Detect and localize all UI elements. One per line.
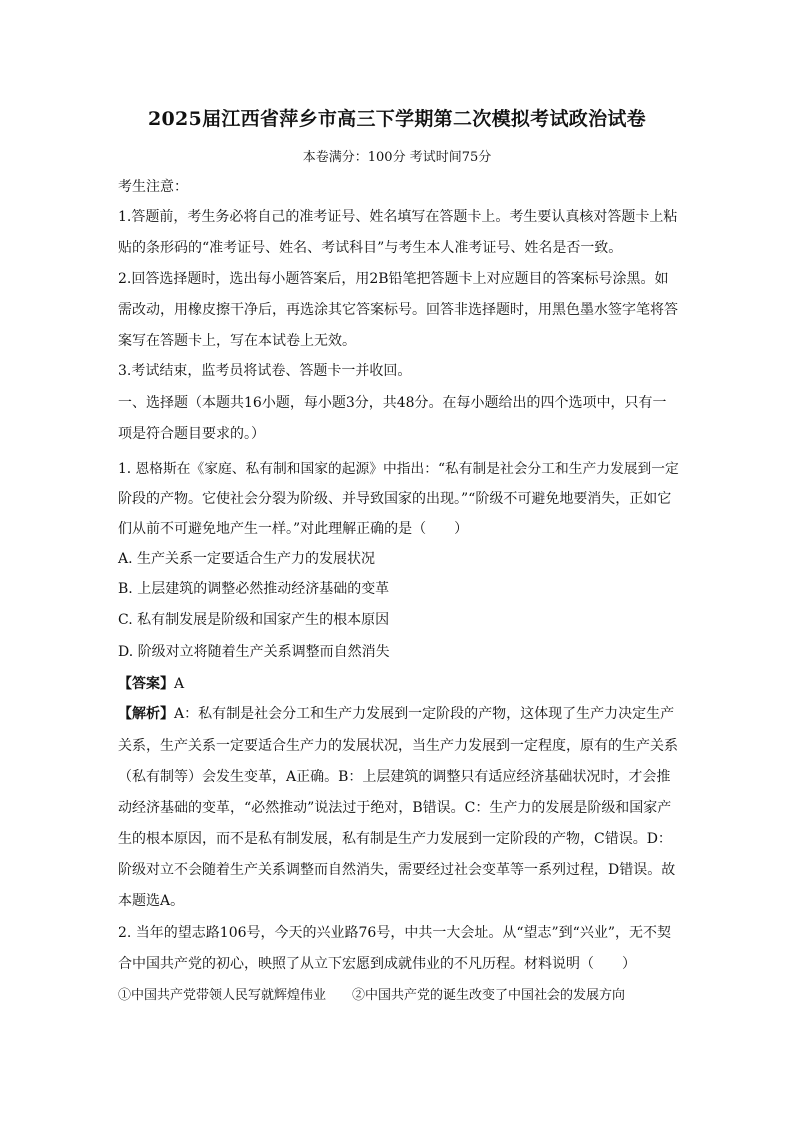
analysis-label: 【解析】 bbox=[118, 706, 174, 722]
answer-label: 【答案】 bbox=[118, 676, 174, 692]
answer-value: A bbox=[174, 676, 185, 692]
analysis-line: 动经济基础的变革，“必然推动”说法过于绝对，B错误。C：生产力的发展是阶级和国家产 bbox=[118, 800, 672, 816]
page-title: 2025届江西省萍乡市高三下学期第二次模拟考试政治试卷 bbox=[148, 108, 646, 130]
analysis-line: 生的根本原因，而不是私有制发展，私有制是生产力发展到一定阶段的产物，C错误。D： bbox=[118, 831, 672, 847]
page-subtitle: 本卷满分：100分 考试时间75分 bbox=[302, 150, 492, 165]
question-2-stem: 2. 当年的望志路106号，今天的兴业路76号，中共一大会址。从“望志”到“兴业”，无不契 bbox=[118, 925, 671, 941]
section-heading: 项是符合题目要求的。） bbox=[118, 426, 265, 442]
question-1-stem: 阶段的产物。它使社会分裂为阶级、并导致国家的出现。”“阶级不可避免地要消失，正如它 bbox=[118, 491, 672, 507]
question-1-stem: 1. 恩格斯在《家庭、私有制和国家的起源》中指出：“私有制是社会分工和生产力发展到一定 bbox=[118, 461, 679, 477]
notice-line: 贴的条形码的“准考证号、姓名、考试科目”与考生本人准考证号、姓名是否一致。 bbox=[118, 240, 623, 256]
notice-line: 案写在答题卡上，写在本试卷上无效。 bbox=[118, 333, 356, 349]
question-2-choices: ①中国共产党带领人民写就辉煌伟业 ②中国共产党的诞生改变了中国社会的发展方向 bbox=[118, 988, 626, 1003]
notice-line: 2.回答选择题时，选出每小题答案后，用2B铅笔把答题卡上对应题目的答案标号涂黑。如 bbox=[118, 271, 669, 287]
analysis-line: 关系，生产关系一定要适合生产力的发展状况，当生产力发展到一定程度，原有的生产关系 bbox=[118, 738, 678, 754]
analysis-line: A：私有制是社会分工和生产力发展到一定阶段的产物，这体现了生产力决定生产 bbox=[174, 706, 675, 722]
analysis-line: 阶级对立不会随着生产关系调整而自然消失，需要经过社会变革等一系列过程，D错误。故 bbox=[118, 862, 676, 878]
question-1-answer bbox=[118, 675, 184, 693]
notice-line: 需改动，用橡皮擦干净后，再选涂其它答案标号。回答非选择题时，用黑色墨水签字笔将答 bbox=[118, 302, 678, 318]
question-1-stem: 们从前不可避免地产生一样。”对此理解正确的是（ ） bbox=[118, 521, 469, 537]
notice-line: 3.考试结束，监考员将试卷、答题卡一并收回。 bbox=[118, 363, 412, 379]
section-heading: 一、选择题（本题共16小题，每小题3分，共48分。在每小题给出的四个选项中，只有一 bbox=[118, 395, 667, 411]
question-1-option-b: B. 上层建筑的调整必然推动经济基础的变革 bbox=[118, 581, 390, 597]
analysis-line: （私有制等）会发生变革，A正确。B：上层建筑的调整只有适应经济基础状况时，才会推 bbox=[118, 769, 671, 785]
question-1-option-a: A. 生产关系一定要适合生产力的发展状况 bbox=[118, 551, 376, 567]
question-1-analysis bbox=[118, 705, 674, 723]
notice-heading: 考生注意： bbox=[118, 179, 188, 195]
question-1-option-c: C. 私有制发展是阶级和国家产生的根本原因 bbox=[118, 612, 390, 628]
notice-line: 1.答题前，考生务必将自己的准考证号、姓名填写在答题卡上。考生要认真核对答题卡上粘 bbox=[118, 209, 678, 225]
question-2-stem: 合中国共产党的初心，映照了从立下宏愿到成就伟业的不凡历程。材料说明（ ） bbox=[118, 956, 636, 972]
analysis-line: 本题选A。 bbox=[118, 893, 185, 909]
question-1-option-d: D. 阶级对立将随着生产关系调整而自然消失 bbox=[118, 644, 390, 660]
